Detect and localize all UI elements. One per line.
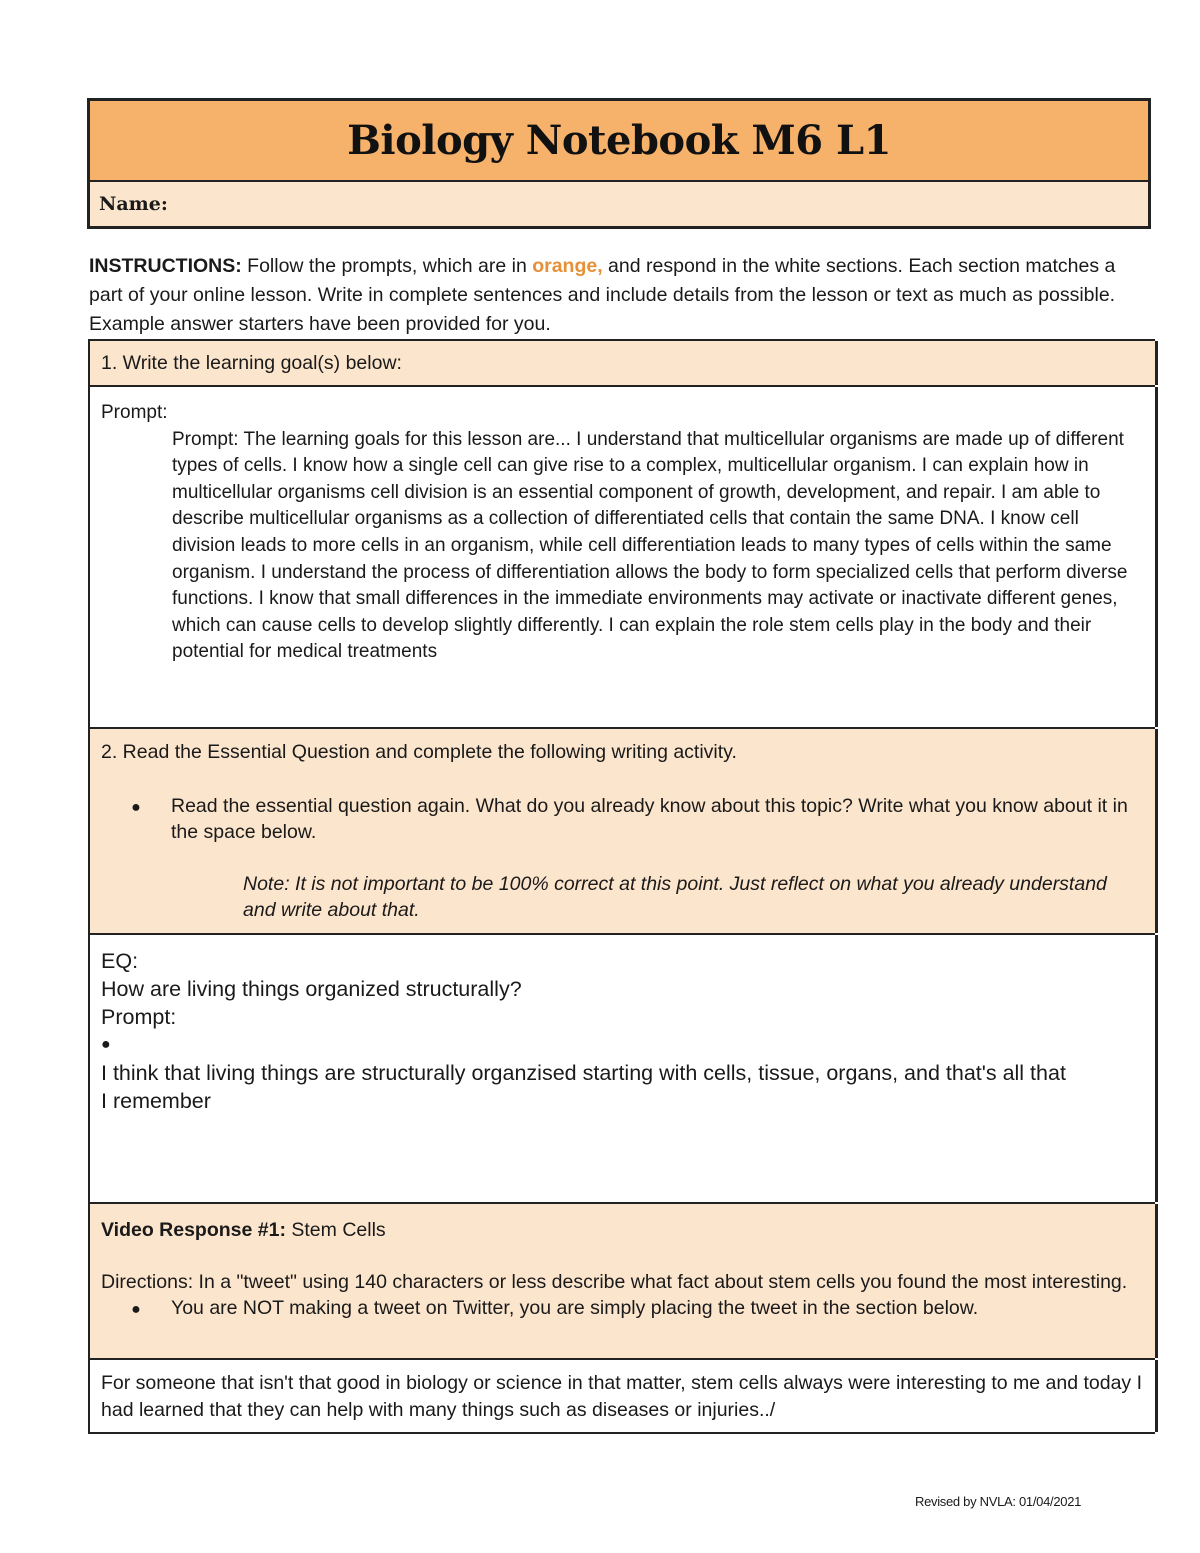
video-bullet-item bbox=[101, 1295, 1155, 1324]
instructions bbox=[89, 252, 1149, 339]
title-row bbox=[90, 101, 1148, 182]
section2-prompt-header: 2. Read the Essential Question and complete the following writing activity. bbox=[101, 741, 737, 763]
section1-response-label: Prompt: bbox=[101, 402, 168, 423]
video-bullet-text: You are NOT making a tweet on Twitter, you are simply placing the tweet in the section below. bbox=[171, 1297, 979, 1320]
video-topic: Stem Cells bbox=[285, 1219, 386, 1241]
section1-response-cell[interactable] bbox=[88, 387, 1158, 727]
name-row[interactable] bbox=[90, 182, 1148, 229]
video-response-text: For someone that isn't that good in biology or science in that matter, stem cells always were interesting to me and today I had learned that they can help with many things such as diseases or injuries../ bbox=[101, 1372, 1143, 1421]
revised-footer: Revised by NVLA: 01/04/2021 bbox=[915, 1494, 1082, 1509]
video-directions: Directions: In a "tweet" using 140 characters or less describe what fact about stem cells you found the most interesting. bbox=[101, 1270, 1128, 1293]
section1-response-text: Prompt: The learning goals for this lesson are... I understand that multicellular organisms are made up of different types of cells. I know how a single cell can give rise to a complex, multicellular organism. I can explain how in multicellular organisms cell division is an essential component of growth, development, and repair. I am able to describe multicellular organisms as a collection of differentiated cells that contain the same DNA. I know cell division leads to more cells in an organism, while cell differentiation leads to many types of cells within the same organism. I understand the process of differentiation allows the body to form specialized cells that perform diverse functions. I know that small differences in the immediate environments may activate or inactivate different genes, which can cause cells to develop slightly differently. I can explain the role stem cells play in the body and their potential for medical treatments bbox=[172, 428, 1128, 663]
instructions-label: INSTRUCTIONS: bbox=[89, 255, 242, 277]
instructions-text-2: and respond in the white sections. Each section matches a part of your online lesson. Write in complete sentences and include details from the lesson or text as much as possible. Example answer starters have been provided for you. bbox=[89, 255, 1116, 335]
eq-question: How are living things organized structurally? bbox=[101, 977, 522, 1001]
video-label: Video Response #1: bbox=[101, 1219, 286, 1241]
eq-prompt-label: Prompt: bbox=[101, 1005, 177, 1029]
section2-bullet-text: Read the essential question again. What do you already know about this topic? Write what you know about it in the space below. bbox=[171, 794, 1128, 844]
eq-answer-line-1: I think that living things are structurally organzised starting with cells, tissue, organs, and that's all that bbox=[101, 1061, 1066, 1085]
section2-note: Note: It is not important to be 100% correct at this point. Just reflect on what you already understand and write about that. bbox=[243, 872, 1107, 922]
video-heading bbox=[101, 1204, 1155, 1244]
section2-prompt-cell bbox=[88, 729, 1158, 933]
eq-response-cell[interactable] bbox=[88, 935, 1158, 1202]
video-response-cell[interactable] bbox=[88, 1360, 1158, 1432]
header-box bbox=[87, 98, 1151, 229]
eq-label: EQ: bbox=[101, 949, 139, 973]
bullet-icon: ● bbox=[131, 1301, 141, 1319]
instructions-text-1: Follow the prompts, which are in bbox=[241, 255, 533, 277]
name-label: Name: bbox=[99, 193, 168, 215]
section1-prompt-cell bbox=[88, 341, 1158, 385]
section1-prompt-header: 1. Write the learning goal(s) below: bbox=[101, 351, 402, 374]
section2-bullet-item bbox=[101, 793, 1155, 846]
page-title: Biology Notebook M6 L1 bbox=[347, 117, 891, 164]
bullet-icon: ● bbox=[131, 798, 141, 816]
instructions-orange-word: orange, bbox=[532, 255, 603, 277]
eq-bullet-icon: ● bbox=[101, 1036, 111, 1053]
eq-answer-line-2: I remember bbox=[101, 1089, 211, 1113]
table-border bbox=[88, 1432, 1155, 1434]
video-prompt-cell bbox=[88, 1204, 1158, 1358]
